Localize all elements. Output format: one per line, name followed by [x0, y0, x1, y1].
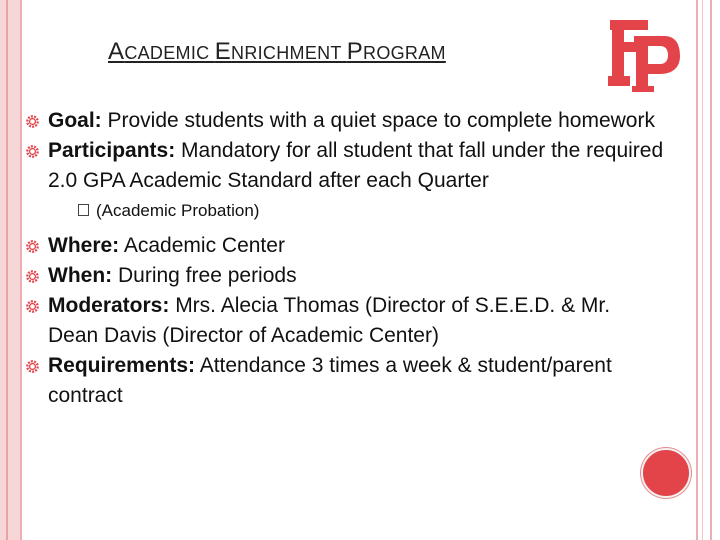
- right-border-line: [702, 0, 703, 540]
- bullet-list: [26, 106, 666, 411]
- item-text: Attendance 3 times a week & student/parent contract: [48, 354, 612, 407]
- item-text: Mrs. Alecia Thomas (Director of S.E.E.D. & Mr. Dean Davis (Director of Academic Center): [48, 294, 611, 347]
- item-text: Academic Center: [119, 234, 285, 257]
- slide-title: [108, 38, 446, 66]
- gear-icon: [26, 300, 39, 313]
- item-label: Requirements:: [48, 354, 196, 377]
- logo-letter-p: [632, 36, 680, 92]
- gear-icon: [26, 145, 39, 158]
- square-bullet-icon: [78, 204, 89, 216]
- item-text: Provide students with a quiet space to complete homework: [101, 109, 655, 132]
- list-item: [26, 291, 666, 351]
- decorative-circle: [641, 448, 691, 498]
- title-part: ROGRAM: [363, 43, 446, 63]
- list-item: [26, 231, 666, 261]
- left-border-line: [6, 0, 8, 540]
- title-part: E: [214, 38, 232, 65]
- title-part: CADEMIC: [124, 43, 215, 63]
- item-label: When:: [48, 264, 113, 287]
- list-item: [26, 351, 666, 411]
- right-border-line: [696, 0, 698, 540]
- fp-logo: [608, 16, 680, 94]
- list-item: [26, 261, 666, 291]
- list-item: [26, 106, 666, 136]
- left-border-edge: [20, 0, 22, 540]
- gear-icon: [26, 270, 39, 283]
- left-border: [0, 0, 20, 540]
- item-text: During free periods: [112, 264, 297, 287]
- item-label: Participants:: [48, 139, 176, 162]
- list-item: [26, 136, 666, 196]
- title-part: NRICHMENT: [231, 43, 347, 63]
- item-label: Where:: [48, 234, 120, 257]
- logo-text: FP: [644, 92, 646, 93]
- gear-icon: [26, 240, 39, 253]
- item-text: Mandatory for all student that fall under the required 2.0 GPA Academic Standard after each Quarter: [48, 139, 664, 192]
- gear-icon: [26, 360, 39, 373]
- item-label: Moderators:: [48, 294, 170, 317]
- title-part: P: [346, 38, 364, 65]
- sub-item-text: (Academic Probation): [96, 201, 260, 220]
- gear-icon: [26, 115, 39, 128]
- sub-list-item: [26, 199, 666, 223]
- title-part: A: [108, 38, 125, 65]
- item-label: Goal:: [48, 109, 102, 132]
- right-border-line: [710, 0, 712, 540]
